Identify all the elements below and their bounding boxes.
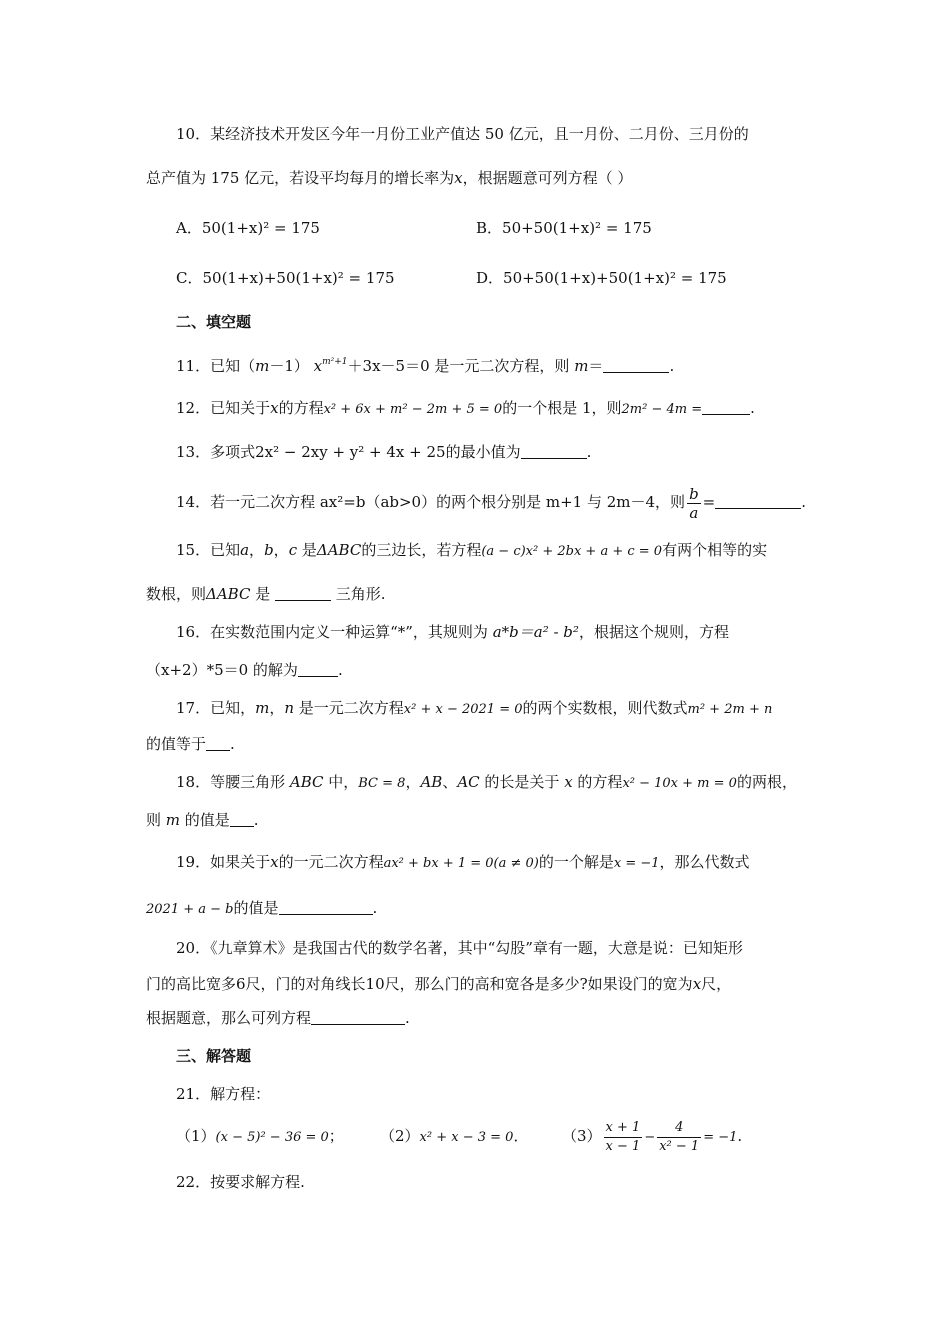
q14-fraction: $\frac{b}{a}$ [689,484,699,522]
q21-part2: （2）x² + x − 3 = 0． [380,1127,529,1145]
q16-answer-blank[interactable] [298,662,338,677]
q17-line1: 17．已知，m，n 是一元二次方程x² + x − 2021 = 0的两个实数根，则代数式m² + 2m + n [176,699,773,717]
q21-part3: （3） $\frac{x + 1}{x - 1}$ − $\frac{4}{\text{x² − 1}}$ = −1. [562,1119,743,1154]
q14: 14．若一元二次方程 ax²=b（ab>0）的两个根分别是 m+1 与 2m－4，则 $\frac{b}{a}$ = . [176,484,807,522]
q10-option-c-formula: 50(1+x)+50(1+x)² = 175 [202,269,395,287]
q11: 11．已知（m－1） $x^{m^2+1}+3x-5=0$ 是一元二次方程，则 m＝ . [176,357,675,375]
q21-title: 21．解方程： [176,1085,271,1103]
q13-answer-blank[interactable] [521,444,587,459]
q18-line2: 则 m 的值是 . [146,811,259,829]
q10-option-d[interactable]: D．50+50(1+x)+50(1+x)² = 175 [476,269,727,287]
q20-answer-blank[interactable] [311,1010,405,1025]
q16-line1: 16．在实数范围内定义一种运算“*”，其规则为 a*b＝a² - b²，根据这个规则，方程 [176,623,729,641]
q13: 13．多项式2x² − 2xy + y² + 4x + 25的最小值为 . [176,443,592,461]
q19-answer-blank[interactable] [279,900,373,915]
q18-line1: 18．等腰三角形 ABC 中，BC = 8，AB、AC 的长是关于 x 的方程x² − 10x + m = 0的两根， [176,773,797,791]
q12: 12．已知关于x的方程x² + 6x + m² − 2m + 5 = 0的一个根是 1，则2m² − 4m = . [176,399,755,417]
q10-option-b-formula: 50+50(1+x)² = 175 [502,219,652,237]
q20-line1: 20．《九章算术》是我国古代的数学名著，其中“勾股”章有一题，大意是说：已知矩形 [176,939,743,957]
q21-part1: （1）(x − 5)² − 36 = 0； [176,1127,344,1145]
q10-option-a[interactable]: A．50(1+x)² = 175 [176,219,320,237]
q19-line1: 19．如果关于x的一元二次方程ax² + bx + 1 = 0(a ≠ 0)的一个解是x = −1，那么代数式 [176,853,750,871]
q10-line1: 10．某经济技术开发区今年一月份工业产值达 50 亿元，且一月份、二月份、三月份的 [176,125,749,143]
q10-option-d-formula: 50+50(1+x)+50(1+x)² = 175 [503,269,727,287]
section-heading-solve: 三、解答题 [176,1047,252,1065]
q20-line3: 根据题意，那么可列方程 . [146,1009,410,1027]
q22: 22．按要求解方程. [176,1173,305,1191]
q10-option-b[interactable]: B．50+50(1+x)² = 175 [476,219,652,237]
q14-answer-blank[interactable] [715,494,801,509]
q20-line2: 门的高比宽多6尺，门的对角线长10尺，那么门的高和宽各是多少?如果设门的宽为x尺， [146,975,732,993]
section-heading-fill-in: 二、填空题 [176,313,252,331]
q10-option-c[interactable]: C．50(1+x)+50(1+x)² = 175 [176,269,395,287]
q21-part3-fraction2: $\frac{4}{\text{x² − 1}}$ [659,1119,700,1154]
q21-part3-fraction1: $\frac{x + 1}{x - 1}$ [605,1119,641,1154]
q19-line2: 2021 + a − b的值是 . [146,899,378,917]
q11-answer-blank[interactable] [603,358,669,373]
q10-line2: 总产值为 175 亿元，若设平均每月的增长率为x，根据题意可列方程（ ） [146,169,633,187]
q10-option-a-formula: 50(1+x)² = 175 [201,219,320,237]
q18-answer-blank[interactable] [230,812,254,827]
q16-line2: （x+2）*5＝0 的解为 . [146,661,343,679]
q17-line2: 的值等于 . [146,735,235,753]
q12-answer-blank[interactable] [702,400,750,415]
q15-line1: 15．已知a，b，c 是ΔABC的三边长，若方程(a − c)x² + 2bx + a + c = 0有两个相等的实 [176,541,768,559]
q15-line2: 数根，则ΔABC 是 三角形. [146,585,386,603]
q15-answer-blank[interactable] [275,586,331,601]
q17-answer-blank[interactable] [206,736,230,751]
